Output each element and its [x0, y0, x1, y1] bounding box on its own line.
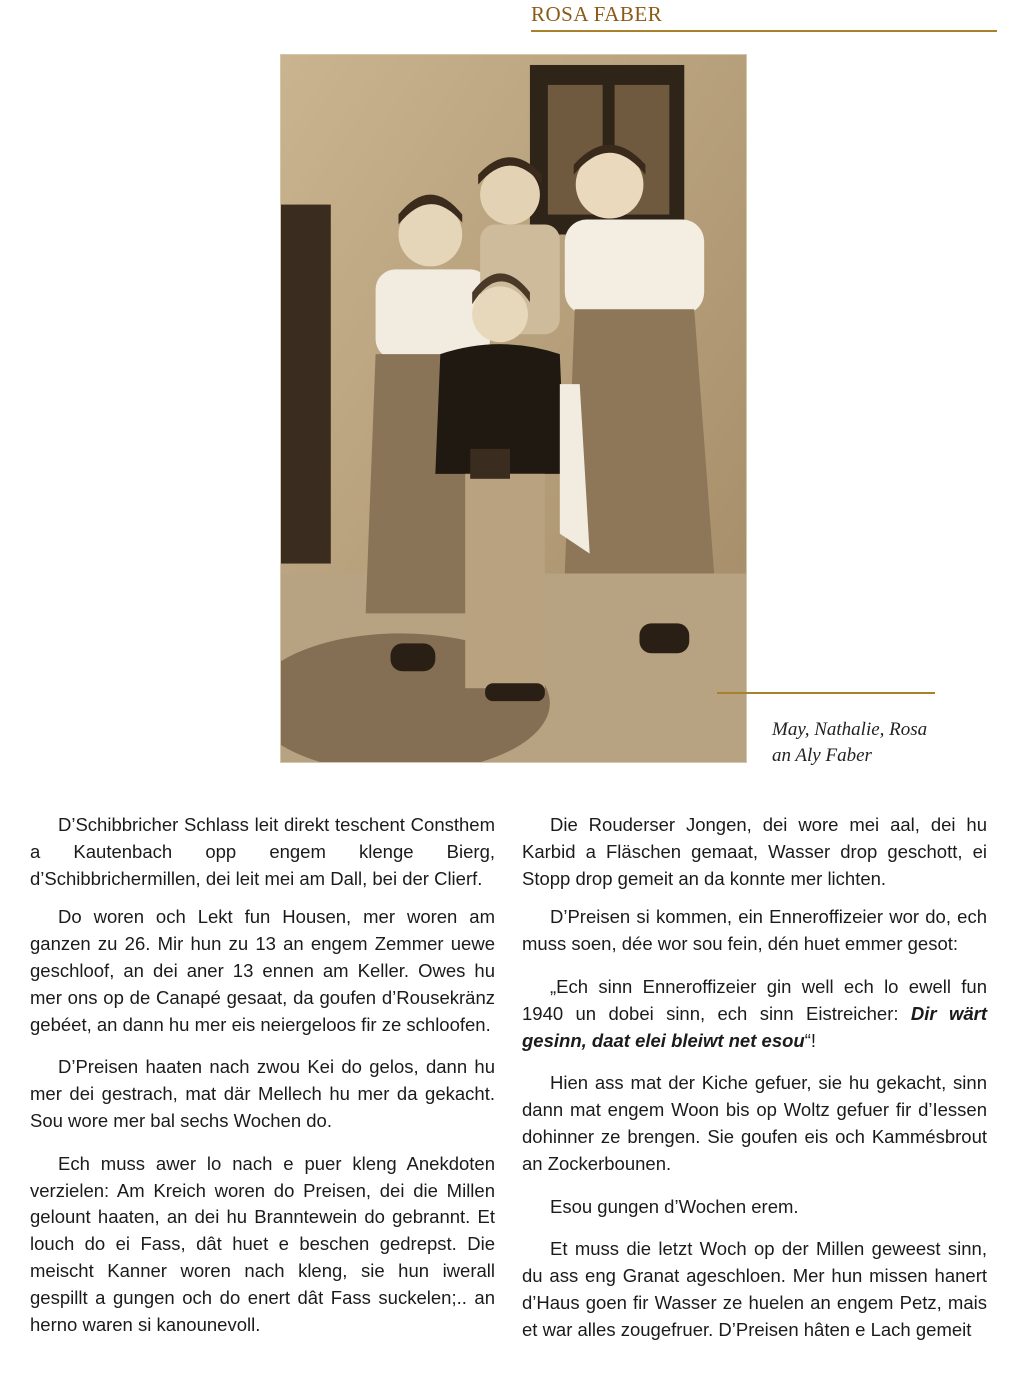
caption-rule — [717, 692, 935, 694]
right-column — [522, 812, 987, 1360]
quote-paragraph — [522, 974, 987, 1054]
family-photo — [280, 54, 747, 763]
caption-line-1: May, Nathalie, Rosa — [772, 719, 928, 740]
paragraph: Die Rouderser Jongen, dei wore mei aal, dei hu Karbid a Fläschen gemaat, Wasser drop geschott, ei Stopp drop gemeit an da konnte mer lichten. — [522, 814, 987, 889]
quote-emphasis: Dir wärt gesinn, daat elei bleiwt net esou — [522, 1002, 987, 1051]
caption-line-2: an Aly Faber — [772, 745, 872, 766]
paragraph: D’Schibbricher Schlass leit direkt teschent Consthem a Kautenbach opp engem klenge Bierg, d’Schibbrichermillen, dei leit mei am Dall, bei der Clierf. — [30, 814, 495, 889]
paragraph: Do woren och Lekt fun Housen, mer woren am ganzen zu 26. Mir hun zu 13 an engem Zemmer uewe geschloof, an dei aner 13 ennen am Keller. Owes hu mer ons op de Canapé gesaat, da goufen d’Rousekränz gebéet, an dann hu mer eis neiergeloos fir ze schloofen. — [30, 906, 495, 1035]
header-rule — [531, 30, 997, 32]
paragraph: D’Preisen si kommen, ein Enneroffizeier wor do, ech muss soen, dée wor sou fein, dén huet emmer gesot: — [522, 906, 987, 955]
quote-text: „Ech sinn Enneroffizeier gin well ech lo ewell fun 1940 un dobei sinn, ech sinn Eistreicher: — [522, 975, 987, 1024]
paragraph: Esou gungen d’Wochen erem. — [550, 1195, 799, 1217]
quote-end: “! — [804, 1029, 817, 1051]
paragraph: Et muss die letzt Woch op der Millen geweest sinn, du ass eng Granat ageschloen. Mer hun missen hanert d’Haus goen fir Wasser ze huelen an engem Petz, mais et war alles zougefruer. D’Preisen hâten e Lach gemeit — [522, 1238, 987, 1340]
left-column — [30, 812, 495, 1354]
paragraph: Ech muss awer lo nach e puer kleng Anekdoten verzielen: Am Kreich woren do Preisen, dei die Millen gelount haaten, an dei hu Branntewein do gebrannt. Et louch do ei Fass, dât huet e beschen gedrepst. Die meischt Kanner woren nach kleng, sie hun iwerall gespillt a gungen och do enert dât Fass suckelen;.. an herno waren si kanounevoll. — [30, 1152, 495, 1335]
paragraph: Hien ass mat der Kiche gefuer, sie hu gekacht, sinn dann mat engem Woon bis op Woltz gefuer fir d’Iessen dohinner ze brengen. Sie goufen eis och Kammésbrout an Zockerbounen. — [522, 1072, 987, 1174]
paragraph: D’Preisen haaten nach zwou Kei do gelos, dann hu mer dei gestrach, mat där Mellech hu mer da gekacht. Sou wore mer bal sechs Wochen do. — [30, 1056, 495, 1131]
photo-caption — [772, 717, 972, 769]
section-title: ROSA FABER — [531, 2, 663, 26]
